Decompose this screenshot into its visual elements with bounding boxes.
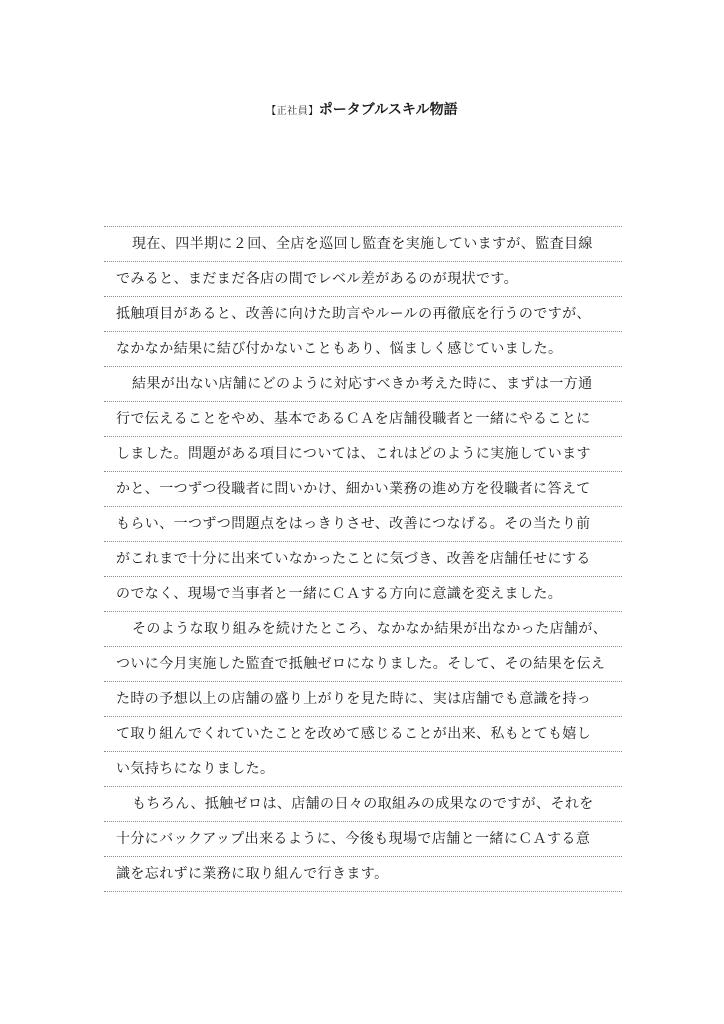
text-line: しました。問題がある項目については、これはどのように実施しています — [104, 437, 622, 472]
text-line: のでなく、現場で当事者と一緒にＣＡする方向に意識を変えました。 — [104, 577, 622, 612]
text-line: でみると、まだまだ各店の間でレベル差があるのが現状です。 — [104, 262, 622, 297]
text-line: 識を忘れずに業務に取り組んで行きます。 — [104, 857, 622, 892]
document-title — [0, 100, 724, 122]
text-line: い気持ちになりました。 — [104, 752, 622, 787]
text-line: 結果が出ない店舗にどのように対応すべきか考えた時に、まずは一方通 — [104, 367, 622, 402]
ruled-text-body — [104, 226, 622, 892]
text-line: ついに今月実施した監査で抵触ゼロになりました。そして、その結果を伝え — [104, 647, 622, 682]
text-line: 十分にバックアップ出来るように、今後も現場で店舗と一緒にＣＡする意 — [104, 822, 622, 857]
text-line: 行で伝えることをやめ、基本であるＣＡを店舗役職者と一緒にやることに — [104, 402, 622, 437]
title-main: ポータブルスキル物語 — [318, 102, 458, 118]
text-line: もちろん、抵触ゼロは、店舗の日々の取組みの成果なのですが、それを — [104, 787, 622, 822]
title-tag: 【正社員】 — [266, 106, 319, 117]
text-line: 抵触項目があると、改善に向けた助言やルールの再徹底を行うのですが、 — [104, 297, 622, 332]
text-line: て取り組んでくれていたことを改めて感じることが出来、私もとても嬉し — [104, 717, 622, 752]
text-line: なかなか結果に結び付かないこともあり、悩ましく感じていました。 — [104, 332, 622, 367]
text-line: がこれまで十分に出来ていなかったことに気づき、改善を店舗任せにする — [104, 542, 622, 577]
text-line: 現在、四半期に２回、全店を巡回し監査を実施していますが、監査目線 — [104, 227, 622, 262]
text-line: かと、一つずつ役職者に問いかけ、細かい業務の進め方を役職者に答えて — [104, 472, 622, 507]
text-line: もらい、一つずつ問題点をはっきりさせ、改善につなげる。その当たり前 — [104, 507, 622, 542]
text-line: た時の予想以上の店舗の盛り上がりを見た時に、実は店舗でも意識を持っ — [104, 682, 622, 717]
text-line: そのような取り組みを続けたところ、なかなか結果が出なかった店舗が、 — [104, 612, 622, 647]
